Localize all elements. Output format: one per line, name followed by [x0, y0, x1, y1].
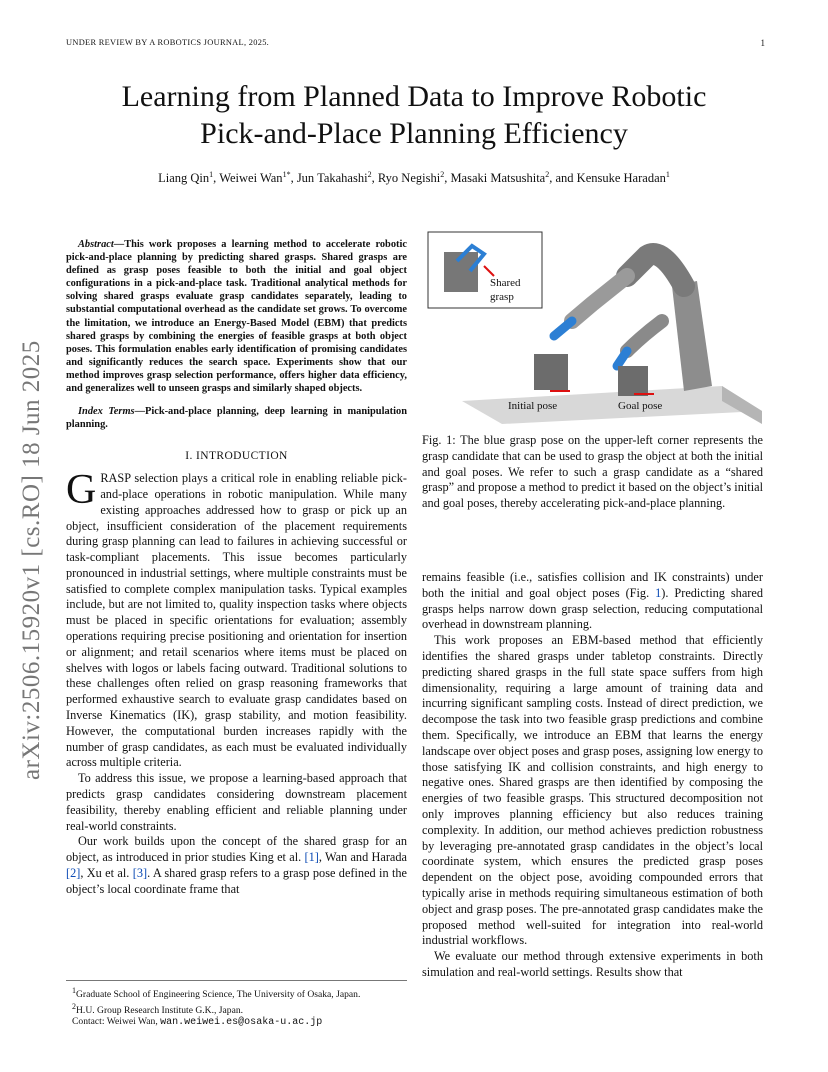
- p3-text-d: . A shared grasp refers to a grasp pose defined in the object’s local coordinate frame that: [66, 866, 407, 896]
- right-paragraph-2: This work proposes an EBM-based method that efficiently identifies the shared grasps under tabletop constraints. Directly predicting shared grasps in the full state space suffers from high dimensionality, requiring a large amount of training data and incurring significant sampling costs. Instead of direct prediction, we decompose the task into two feasible grasp predictions and combine them. Specifically, we introduce an EBM that learns the energy landscape over object poses and grasp poses, assigning low energy to those satisfying IK and collision constraints, and high energy to negative ones. Shared grasps are then identified by composing the energies of two feasible grasps. This structured decomposition not only improves planning efficiency but also reduces training complexity. In addition, our method achieves prediction robustness by leveraging pre-annotated grasp candidates in the object’s local coordinate system, which ensures the predicted grasp poses dependent on the object pose, avoiding compounded errors that typically arise in methods requiring simultaneous estimation of both object and grasp poses. The pre-annotated grasp candidates make the proposed method well-suited for integration into real-world industrial workflows.: [422, 633, 763, 948]
- footnote-1: [66, 985, 407, 1001]
- index-terms-text: Pick-and-place planning, deep learning in manipulation planning.: [66, 406, 407, 431]
- author-6: Kensuke Haradan: [576, 171, 666, 186]
- running-head: UNDER REVIEW BY A ROBOTICS JOURNAL, 2025.: [66, 38, 270, 47]
- figure-link-1[interactable]: 1: [655, 585, 662, 600]
- author-list: Liang Qin$^1$, Weiwei Wan$^{1*}$, Jun Takahashi$^2$, Ryo Negishi$^2$, Masaki Matsushita$^2$, and Kensuke Haradan$^1$: [158, 170, 670, 186]
- left-column: [66, 238, 407, 898]
- title-line-1: Learning from Planned Data to Improve Robotic: [121, 80, 707, 113]
- caption-label: Fig. 1:: [422, 433, 456, 447]
- section-title: INTRODUCTION: [196, 450, 288, 463]
- page-number: 1: [760, 38, 765, 48]
- arxiv-stamp: arXiv:2506.15920v1 [cs.RO] 18 Jun 2025: [18, 340, 45, 780]
- intro-p1-text: RASP selection plays a critical role in enabling reliable pick-and-place operations in robotic manipulation. While many existing approaches addressed how to grasp or pick up an object, insufficient consideration of the placement requirements during grasp planning can lead to failures in achieving successful or task-compliant placements. This issue becomes particularly pronounced in industrial settings, where multiple constraints must be satisfied to complete complex manipulation tasks. Typical examples include, but are not limited to, quality inspection tasks where objects must be placed in specific orientations for evaluation; assembly operations requiring precise positioning and orientation for insertion or alignment; and retail scenarios where items must be placed on shelves with logos or labels facing outward. Traditional solutions to these challenges often relied on grasp reasoning frameworks that performed exhaustive search to evaluate grasp candidates based on Inverse Kinematics (IK), grasp stability, and motion feasibility. However, the computational burden increases rapidly with the number of grasp candidates, as each must be evaluated individually across multiple criteria.: [66, 471, 407, 770]
- contact-label: Contact: Weiwei Wan,: [72, 1016, 158, 1028]
- index-terms-label: Index Terms: [78, 406, 135, 418]
- author-4: Ryo Negishi: [377, 171, 441, 186]
- abstract-text: This work proposes a learning method to accelerate robotic pick-and-place planning by predicting shared grasps. Shared grasps are defined as grasp poses feasible to both the initial and goal object configurations in a pick-and-place task. Traditional analytical methods for solving shared grasps evaluate grasp candidates separately, leading to substantial computational overhead as the candidate set grows. To overcome the limitation, we introduce an Energy-Based Model (EBM) that predicts shared grasps by combining the energies of feasible grasps at both object poses. This formulation enables early identification of promising candidates and significantly reduces the search space. Experiments show that our method improves grasp selection performance, offers higher data efficiency, and generalizes well to unseen grasps and similarly shaped objects.: [66, 239, 407, 395]
- footnotes: [66, 980, 407, 1029]
- citation-link-3[interactable]: [3]: [132, 866, 148, 881]
- author-3-affil: 2: [367, 170, 372, 179]
- author-2: Weiwei Wan: [219, 171, 283, 186]
- footnote-2: [66, 1001, 407, 1017]
- section-heading: [66, 449, 407, 465]
- intro-paragraph-1: [66, 467, 407, 771]
- figure-1: [422, 226, 767, 424]
- footnote-2-mark: 2: [72, 1001, 76, 1011]
- author-and: and: [555, 171, 574, 186]
- contact-line: [66, 1016, 407, 1029]
- right-paragraph-3: We evaluate our method through extensive experiments in both simulation and real-world settings. Results show that: [422, 949, 763, 979]
- right-column: [422, 570, 763, 981]
- label-shared: Shared: [490, 277, 521, 289]
- index-terms: Index Terms—Pick-and-place planning, deep learning in manipulation planning.: [66, 406, 407, 431]
- citation-link-2[interactable]: [2]: [66, 866, 81, 881]
- author-3: Jun Takahashi: [296, 171, 368, 186]
- abstract: Abstract—This work proposes a learning method to accelerate robotic pick-and-place planning by predicting shared grasps. Shared grasps are defined as grasp poses feasible to both the initial and goal object configurations in a pick-and-place task. Traditional analytical methods for solving shared grasps evaluate grasp candidates separately, leading to substantial computational overhead as the candidate set grows. To overcome the limitation, we introduce an Energy-Based Model (EBM) that predicts shared grasps by combining the energies of feasible grasps at both object poses. This formulation enables early identification of promising candidates and significantly reduces the search space. Experiments show that our method improves grasp selection performance, offers higher data efficiency, and generalizes well to unseen grasps and similarly shaped objects.: [66, 239, 407, 395]
- label-grasp: grasp: [490, 291, 514, 303]
- goal-object: [618, 366, 648, 396]
- p3-text-a: Our work builds upon the concept of the shared grasp for an object, as introduced in prior studies King et al.: [66, 834, 407, 865]
- author-6-affil: 1: [665, 170, 670, 179]
- right-p1-a: remains feasible (i.e., satisfies collision and IK constraints) under both the initial and goal object poses (Fig.: [422, 570, 763, 600]
- p3-text-c: , Xu et al.: [80, 866, 133, 881]
- section-number: I.: [185, 450, 193, 463]
- caption-text: The blue grasp pose on the upper-left corner represents the grasp candidate that can be used to grasp the object at both the initial and goal poses. We refer to such a grasp candidate as a “shared grasp” and propose a method to predict it based on the object’s initial and goal poses, thereby accelerating pick-and-place planning.: [422, 433, 763, 511]
- p3-text-b: , Wan and Harada: [318, 850, 407, 865]
- initial-object: [534, 354, 568, 390]
- figure-1-caption: [422, 433, 763, 512]
- contact-email[interactable]: wan.weiwei.es@osaka-u.ac.jp: [160, 1017, 323, 1029]
- citation-link-1[interactable]: [1]: [304, 850, 319, 865]
- right-paragraph-1: [422, 570, 763, 633]
- author-1: Liang Qin: [158, 171, 210, 186]
- footnote-1-text: Graduate School of Engineering Science, The University of Osaka, Japan.: [76, 989, 361, 1001]
- footnote-1-mark: 1: [72, 986, 76, 995]
- title-line-2: Pick-and-Place Planning Efficiency: [200, 117, 628, 150]
- paper-title: [0, 78, 828, 152]
- abstract-label: Abstract: [78, 239, 114, 250]
- author-2-affil: 1*: [282, 170, 291, 179]
- intro-paragraph-2: To address this issue, we propose a learning-based approach that predicts grasp candidates considering downstream placement feasibility, thereby enabling efficient and reliable planning under real-world constraints.: [66, 771, 407, 833]
- right-p1-b: ). Predicting shared grasps helps narrow down grasp selection, reducing computational overhead in downstream planning.: [422, 585, 763, 632]
- author-4-affil: 2: [440, 170, 445, 179]
- robot-illustration: [422, 226, 767, 424]
- label-initial-pose: Initial pose: [508, 400, 558, 412]
- author-1-affil: 1: [209, 170, 214, 179]
- drop-cap: G: [66, 467, 97, 514]
- author-5-affil: 2: [545, 170, 550, 179]
- intro-paragraph-3: [66, 834, 407, 897]
- author-5: Masaki Matsushita: [450, 171, 546, 186]
- label-goal-pose: Goal pose: [618, 400, 663, 412]
- footnote-2-text: H.U. Group Research Institute G.K., Japan.: [76, 1004, 244, 1016]
